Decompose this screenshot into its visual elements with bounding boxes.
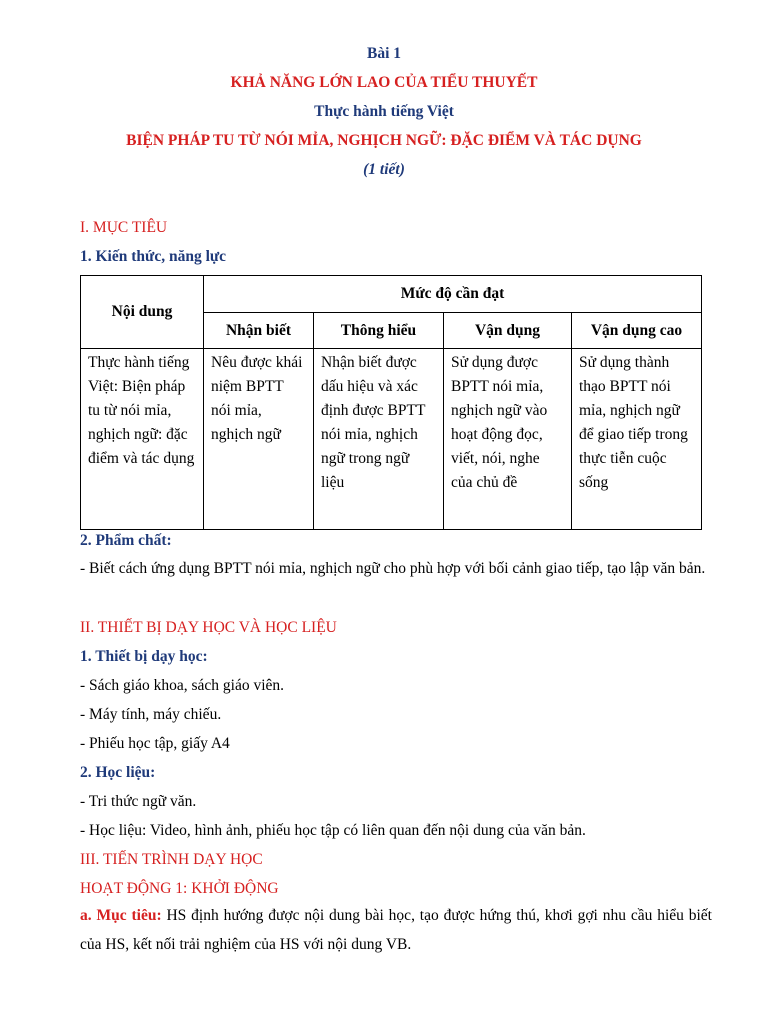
equipment-item: - Phiếu học tập, giấy A4	[80, 735, 230, 752]
section-heading-objectives: I. MỤC TIÊU	[80, 219, 168, 236]
lesson-subtitle: Thực hành tiếng Việt	[314, 103, 454, 120]
section-heading-process: III. TIẾN TRÌNH DẠY HỌC	[80, 851, 263, 868]
header-level: Mức độ cần đạt	[204, 276, 702, 313]
header-content: Nội dung	[81, 276, 204, 349]
lesson-title: KHẢ NĂNG LỚN LAO CỦA TIỂU THUYẾT	[230, 74, 538, 91]
equipment-item: - Sách giáo khoa, sách giáo viên.	[80, 677, 285, 694]
quality-text: - Biết cách ứng dụng BPTT nói mỉa, nghịch ngữ cho phù hợp với bối cảnh giao tiếp, tạo lập văn bản.	[80, 560, 706, 577]
subheading-equipment: 1. Thiết bị dạy học:	[80, 648, 208, 665]
lesson-number: Bài 1	[366, 45, 402, 62]
header-apply: Vận dụng	[444, 313, 572, 349]
subheading-knowledge: 1. Kiến thức, năng lực	[80, 248, 227, 265]
lesson-topic: BIỆN PHÁP TU TỪ NÓI MỈA, NGHỊCH NGỮ: ĐẶC ĐIỂM VÀ TÁC DỤNG	[126, 132, 642, 149]
goal-text: HS định hướng được nội dung bài học, tạo được hứng thú, khơi gợi nhu cầu hiểu biết của HS, kết nối trải nghiệm của HS với nội dung VB.	[80, 907, 712, 953]
cell-apply: Sử dụng được BPTT nói mỉa, nghịch ngữ vào hoạt động đọc, viết, nói, nghe của chủ đề	[444, 349, 572, 530]
subheading-quality: 2. Phẩm chất:	[80, 532, 172, 549]
cell-understand: Nhận biết được dấu hiệu và xác định được BPTT nói mỉa, nghịch ngữ trong ngữ liệu	[314, 349, 444, 530]
cell-content: Thực hành tiếng Việt: Biện pháp tu từ nói mỉa, nghịch ngữ: đặc điểm và tác dụng	[81, 349, 204, 530]
cell-recognize: Nêu được khái niệm BPTT nói mỉa, nghịch ngữ	[204, 349, 314, 530]
header-apply-advanced: Vận dụng cao	[572, 313, 702, 349]
lesson-duration: (1 tiết)	[363, 161, 405, 178]
equipment-item: - Máy tính, máy chiếu.	[80, 706, 222, 723]
materials-item: - Tri thức ngữ văn.	[80, 793, 197, 810]
subheading-materials: 2. Học liệu:	[80, 764, 156, 781]
cell-apply-advanced: Sử dụng thành thạo BPTT nói mỉa, nghịch ngữ để giao tiếp trong thực tiễn cuộc sống	[572, 349, 702, 530]
objectives-table	[80, 275, 702, 530]
activity-heading: HOẠT ĐỘNG 1: KHỞI ĐỘNG	[80, 880, 279, 897]
materials-item: - Học liệu: Video, hình ảnh, phiếu học tập có liên quan đến nội dung của văn bản.	[80, 822, 586, 839]
header-recognize: Nhận biết	[204, 313, 314, 349]
goal-label: a. Mục tiêu:	[80, 907, 162, 924]
header-understand: Thông hiểu	[314, 313, 444, 349]
activity-goal	[80, 901, 712, 959]
section-heading-equipment: II. THIẾT BỊ DẠY HỌC VÀ HỌC LIỆU	[80, 619, 337, 636]
